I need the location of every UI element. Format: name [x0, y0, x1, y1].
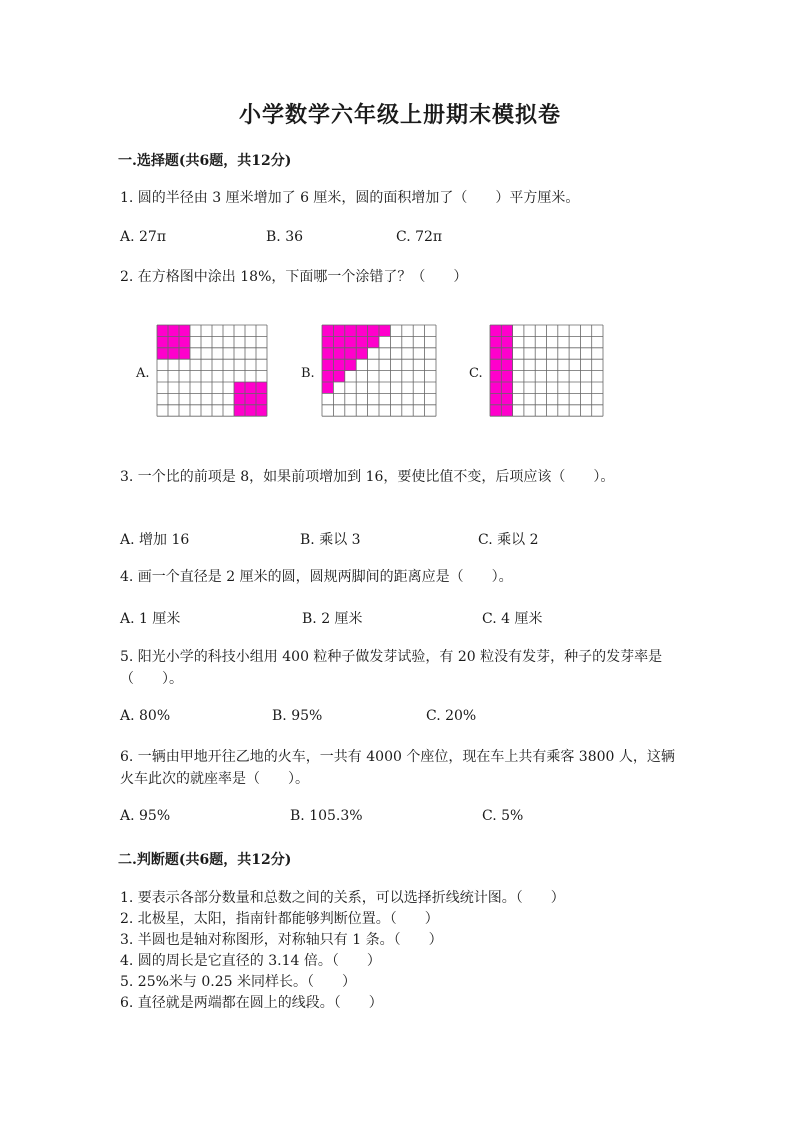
option-c[interactable]: C. 4 厘米 — [482, 611, 543, 627]
question-6: 6. 一辆由甲地开往乙地的火车，一共有 4000 个座位，现在车上共有乘客 3800 人，这辆火车此次的就座率是（ ）。 — [120, 749, 675, 787]
question-2: 2. 在方格图中涂出 18%，下面哪一个涂错了？（ ） — [120, 269, 468, 285]
option-b[interactable]: B. 36 — [266, 229, 304, 245]
shaded-cell — [322, 336, 333, 347]
tf-item-6: 6. 直径就是两端都在圆上的线段。（ ） — [120, 995, 383, 1011]
shaded-cell — [179, 325, 190, 336]
option-a[interactable]: A. 80% — [120, 708, 171, 724]
shaded-cell — [501, 336, 512, 347]
shaded-cell — [234, 393, 245, 404]
shaded-cell — [501, 382, 512, 393]
tf-item-3: 3. 半圆也是轴对称图形，对称轴只有 1 条。（ ） — [120, 932, 443, 948]
shaded-cell — [490, 382, 501, 393]
option-c[interactable]: C. 20% — [426, 708, 477, 724]
option-a[interactable]: A. 1 厘米 — [120, 611, 181, 627]
shaded-cell — [490, 325, 501, 336]
shaded-cell — [157, 348, 168, 359]
question-4: 4. 画一个直径是 2 厘米的圆，圆规两脚间的距离应是（ ）。 — [120, 569, 513, 585]
shaded-cell — [490, 405, 501, 416]
tf-item-2: 2. 北极星，太阳，指南针都能够判断位置。（ ） — [120, 911, 439, 927]
shaded-cell — [333, 336, 344, 347]
shaded-cell — [345, 336, 356, 347]
question-5-options — [120, 708, 680, 728]
question-1-options — [120, 229, 680, 249]
shaded-cell — [379, 325, 390, 336]
option-b[interactable]: B. 105.3% — [290, 808, 363, 824]
shaded-cell — [234, 382, 245, 393]
shaded-cell — [501, 359, 512, 370]
shaded-cell — [168, 325, 179, 336]
option-c[interactable]: C. 72π — [396, 229, 443, 245]
shaded-cell — [356, 348, 367, 359]
grid-label-b[interactable]: B. — [301, 366, 315, 381]
shaded-cell — [245, 393, 256, 404]
shaded-cell — [322, 371, 333, 382]
shaded-cell — [345, 348, 356, 359]
shaded-cell — [234, 405, 245, 416]
tf-item-1: 1. 要表示各部分数量和总数之间的关系，可以选择折线统计图。（ ） — [120, 890, 565, 906]
shaded-cell — [501, 348, 512, 359]
grid-c[interactable] — [489, 324, 605, 418]
shaded-cell — [333, 348, 344, 359]
section-heading-true-false: 二.判断题(共6题，共12分) — [118, 852, 292, 868]
shaded-cell — [368, 325, 379, 336]
shaded-cell — [501, 405, 512, 416]
grid-label-a[interactable]: A. — [136, 366, 150, 381]
shaded-cell — [490, 348, 501, 359]
shaded-cell — [256, 405, 267, 416]
shaded-cell — [256, 382, 267, 393]
option-b[interactable]: B. 乘以 3 — [300, 532, 361, 548]
grid-b[interactable] — [321, 324, 438, 418]
question-1: 1. 圆的半径由 3 厘米增加了 6 厘米，圆的面积增加了（ ）平方厘米。 — [120, 190, 580, 206]
tf-item-5: 5. 25%米与 0.25 米同样长。（ ） — [120, 974, 356, 990]
shaded-cell — [501, 371, 512, 382]
shaded-cell — [168, 336, 179, 347]
tf-item-4: 4. 圆的周长是它直径的 3.14 倍。（ ） — [120, 953, 381, 969]
shaded-cell — [322, 382, 333, 393]
option-a[interactable]: A. 95% — [120, 808, 171, 824]
shaded-cell — [322, 325, 333, 336]
shaded-cell — [256, 393, 267, 404]
shaded-cell — [356, 336, 367, 347]
shaded-cell — [345, 359, 356, 370]
shaded-cell — [179, 348, 190, 359]
shaded-cell — [245, 405, 256, 416]
shaded-cell — [168, 348, 179, 359]
shaded-cell — [501, 393, 512, 404]
shaded-cell — [333, 325, 344, 336]
grid-a[interactable] — [156, 324, 270, 418]
grid-label-c[interactable]: C. — [469, 366, 483, 381]
shaded-cell — [322, 348, 333, 359]
shaded-cell — [157, 325, 168, 336]
shaded-cell — [490, 393, 501, 404]
shaded-cell — [333, 359, 344, 370]
option-c[interactable]: C. 乘以 2 — [478, 532, 539, 548]
question-3-options — [120, 529, 680, 549]
question-6-options — [120, 808, 680, 828]
shaded-cell — [157, 336, 168, 347]
shaded-cell — [501, 325, 512, 336]
question-5: 5. 阳光小学的科技小组用 400 粒种子做发芽试验，有 20 粒没有发芽，种子的发芽率是（ ）。 — [120, 649, 663, 687]
section-heading-choice: 一.选择题(共6题，共12分) — [118, 153, 292, 169]
question-4-options — [120, 608, 680, 628]
shaded-cell — [245, 382, 256, 393]
shaded-cell — [356, 325, 367, 336]
question-3: 3. 一个比的前项是 8，如果前项增加到 16，要使比值不变，后项应该（ ）。 — [120, 469, 615, 485]
shaded-cell — [333, 371, 344, 382]
shaded-cell — [490, 359, 501, 370]
option-b[interactable]: B. 95% — [272, 708, 323, 724]
shaded-cell — [345, 325, 356, 336]
option-c[interactable]: C. 5% — [482, 808, 524, 824]
shaded-cell — [490, 336, 501, 347]
option-a[interactable]: A. 27π — [120, 229, 167, 245]
page-title: 小学数学六年级上册期末模拟卷 — [238, 102, 561, 128]
option-a[interactable]: A. 增加 16 — [120, 532, 190, 548]
option-b[interactable]: B. 2 厘米 — [302, 611, 363, 627]
shaded-cell — [322, 359, 333, 370]
shaded-cell — [368, 336, 379, 347]
shaded-cell — [179, 336, 190, 347]
shaded-cell — [490, 371, 501, 382]
